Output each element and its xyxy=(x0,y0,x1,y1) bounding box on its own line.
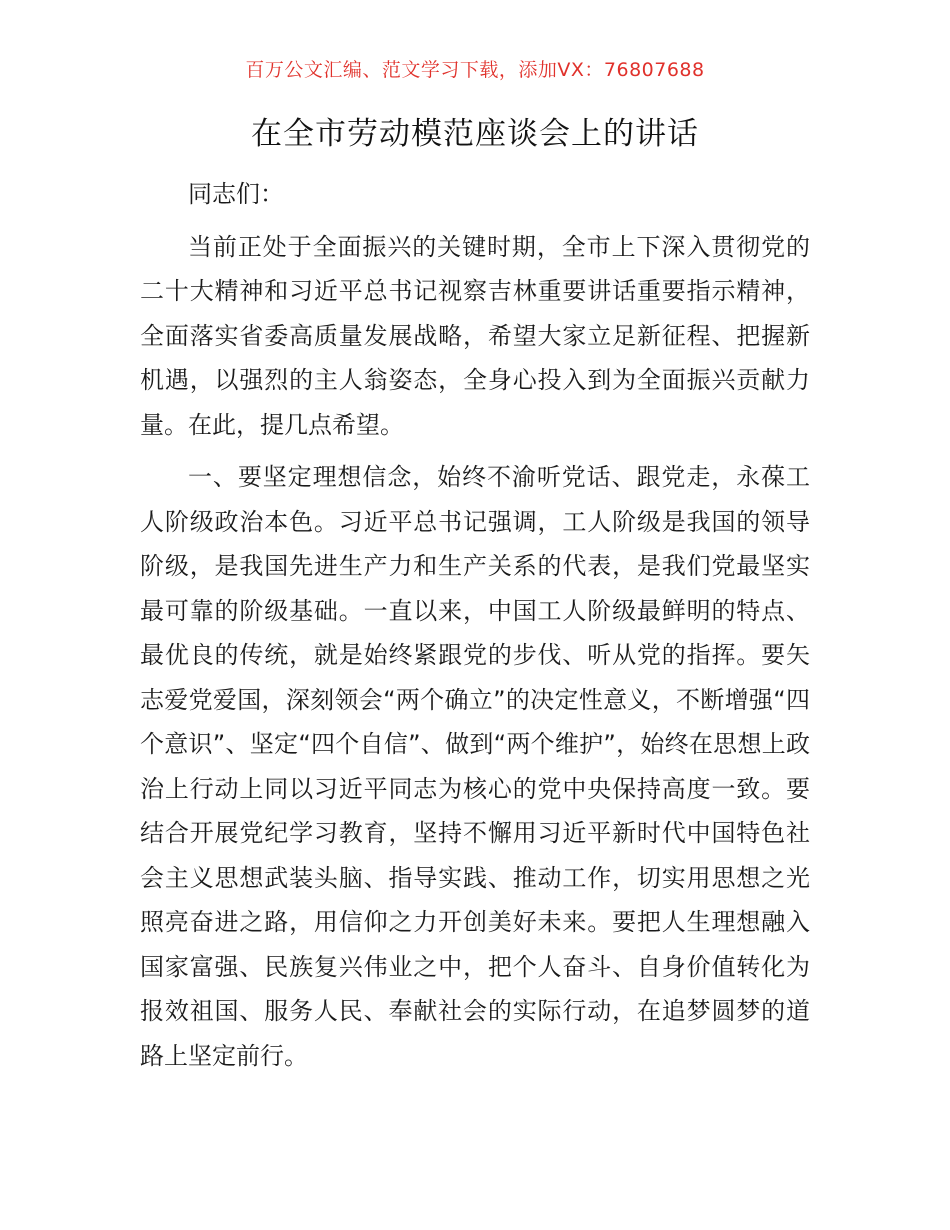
header-watermark-note: 百万公文汇编、范文学习下载，添加VX：76807688 xyxy=(245,59,705,81)
salutation: 同志们： xyxy=(188,180,284,208)
paragraph-intro: 当前正处于全面振兴的关键时期，全市上下深入贯彻党的二十大精神和习近平总书记视察吉林重要讲话重要指示精神，全面落实省委高质量发展战略，希望大家立足新征程、把握新机遇，以强烈的主人翁姿态，全身心投入到为全面振兴贡献力量。在此，提几点希望。 xyxy=(140,232,810,439)
paragraph-point-one: 一、要坚定理想信念，始终不渝听党话、跟党走，永葆工人阶级政治本色。习近平总书记强调，工人阶级是我国的领导阶级，是我国先进生产力和生产关系的代表，是我们党最坚实最可靠的阶级基础。一直以来，中国工人阶级最鲜明的特点、最优良的传统，就是始终紧跟党的步伐、听从党的指挥。要矢志爱党爱国，深刻领会“两个确立”的决定性意义，不断增强“四个意识”、坚定“四个自信”、做到“两个维护”，始终在思想上政治上行动上同以习近平同志为核心的党中央保持高度一致。要结合开展党纪学习教育，坚持不懈用习近平新时代中国特色社会主义思想武装头脑、指导实践、推动工作，切实用思想之光照亮奋进之路，用信仰之力开创美好未来。要把人生理想融入国家富强、民族复兴伟业之中，把个人奋斗、自身价值转化为报效祖国、服务人民、奉献社会的实际行动，在追梦圆梦的道路上坚定前行。 xyxy=(140,463,810,1070)
document-title: 在全市劳动模范座谈会上的讲话 xyxy=(251,116,699,152)
document-body xyxy=(140,172,810,1078)
